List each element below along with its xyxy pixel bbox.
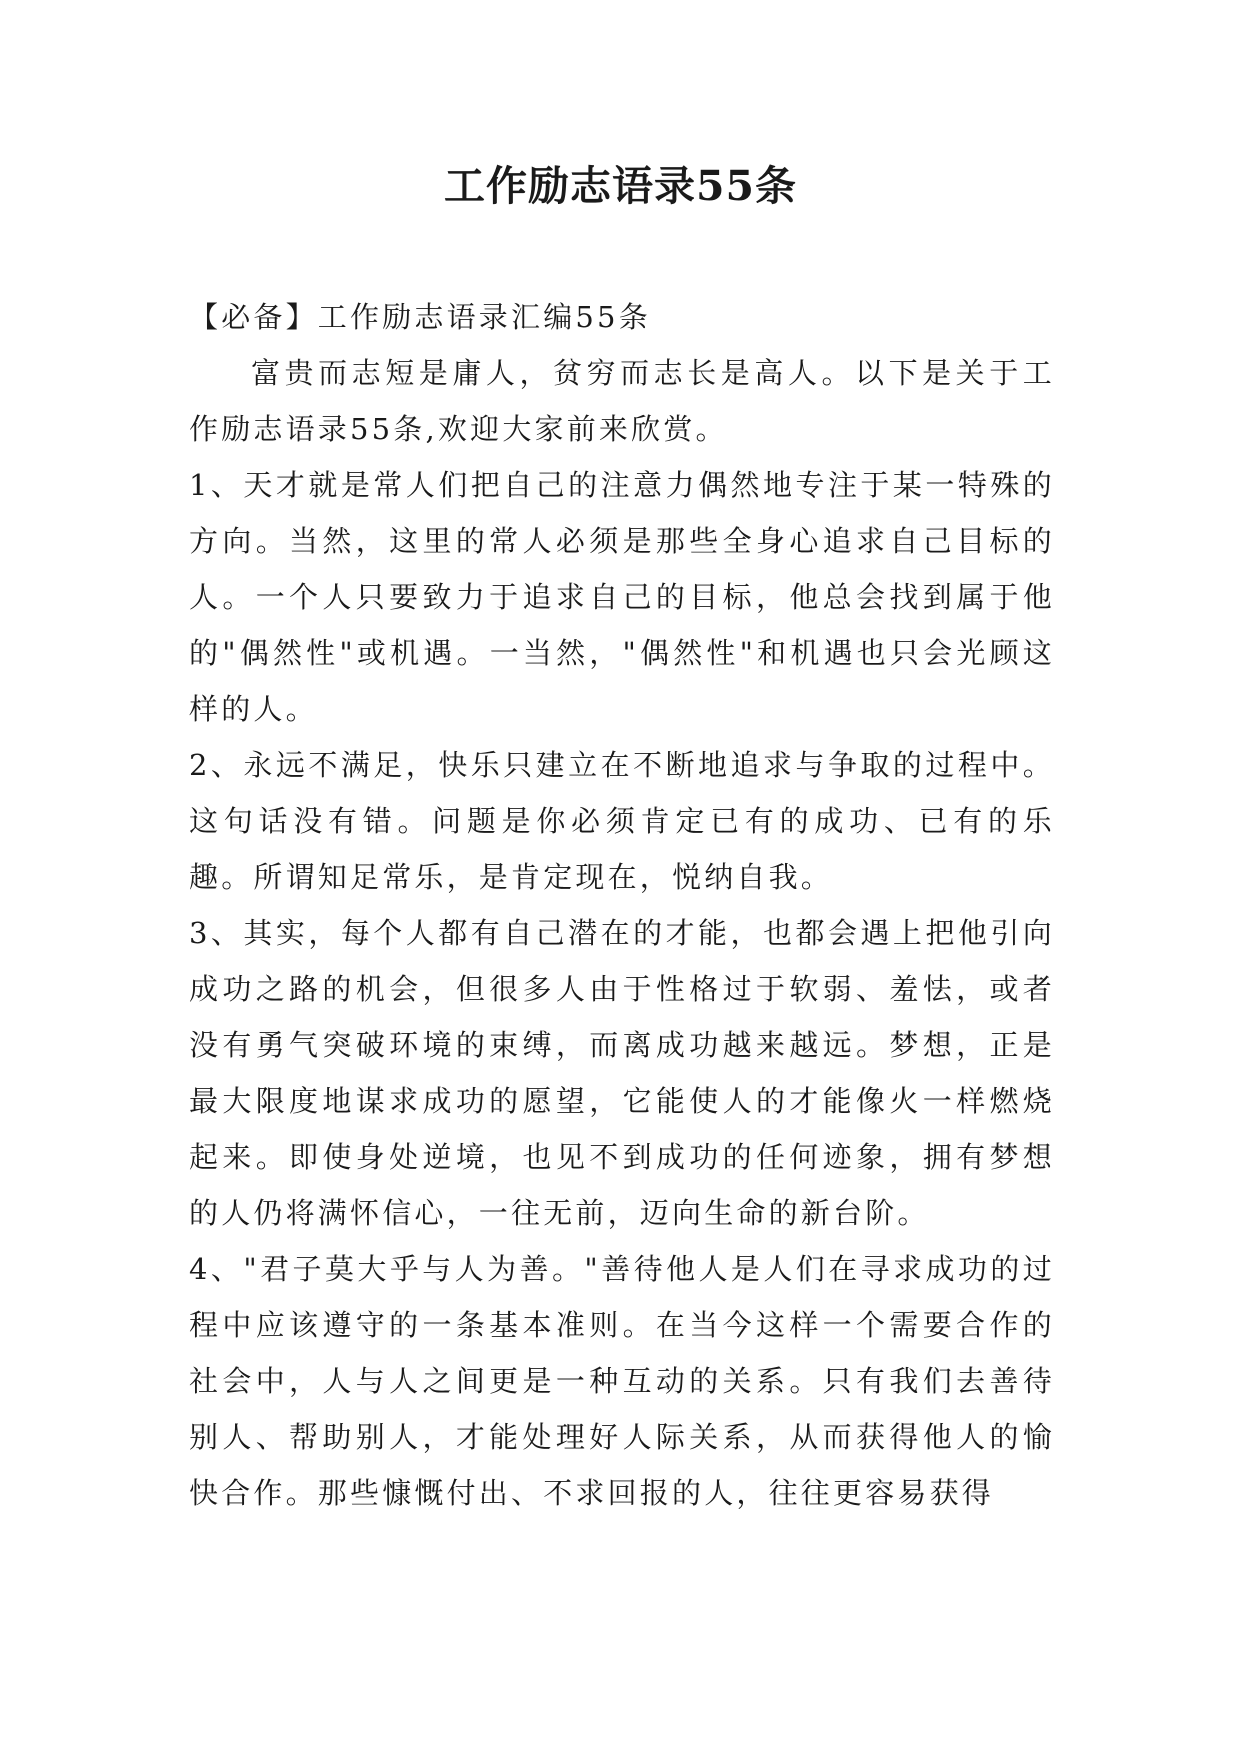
paragraph-heading: 【必备】工作励志语录汇编55条 [189,300,651,334]
paragraph-item-4: 4、"君子莫大乎与人为善。"善待他人是人们在寻求成功的过程中应该遵守的一条基本准则。在当今这样一个需要合作的社会中，人与人之间更是一种互动的关系。只有我们去善待别人、帮助别人，才能处理好人际关系，从而获得他人的愉快合作。那些慷慨付出、不求回报的人，往往更容易获得 [189,1252,1055,1510]
paragraph-item-2: 2、永远不满足，快乐只建立在不断地追求与争取的过程中。这句话没有错。问题是你必须肯定已有的成功、已有的乐趣。所谓知足常乐，是肯定现在，悦纳自我。 [189,748,1055,894]
paragraph-item-1: 1、天才就是常人们把自己的注意力偶然地专注于某一特殊的方向。当然，这里的常人必须是那些全身心追求自己目标的人。一个人只要致力于追求自己的目标，他总会找到属于他的"偶然性"或机遇。一当然，"偶然性"和机遇也只会光顾这样的人。 [189,468,1055,726]
paragraph-item-3: 3、其实，每个人都有自己潜在的才能，也都会遇上把他引向成功之路的机会，但很多人由于性格过于软弱、羞怯，或者没有勇气突破环境的束缚，而离成功越来越远。梦想，正是最大限度地谋求成功的愿望，它能使人的才能像火一样燃烧起来。即使身处逆境，也见不到成功的任何迹象，拥有梦想的人仍将满怀信心，一往无前，迈向生命的新台阶。 [189,916,1055,1230]
paragraph-intro: 富贵而志短是庸人，贫穷而志长是高人。以下是关于工作励志语录55条,欢迎大家前来欣赏。 [189,356,1055,446]
document-body [189,289,1055,1521]
document-title: 工作励志语录55条 [443,162,798,210]
